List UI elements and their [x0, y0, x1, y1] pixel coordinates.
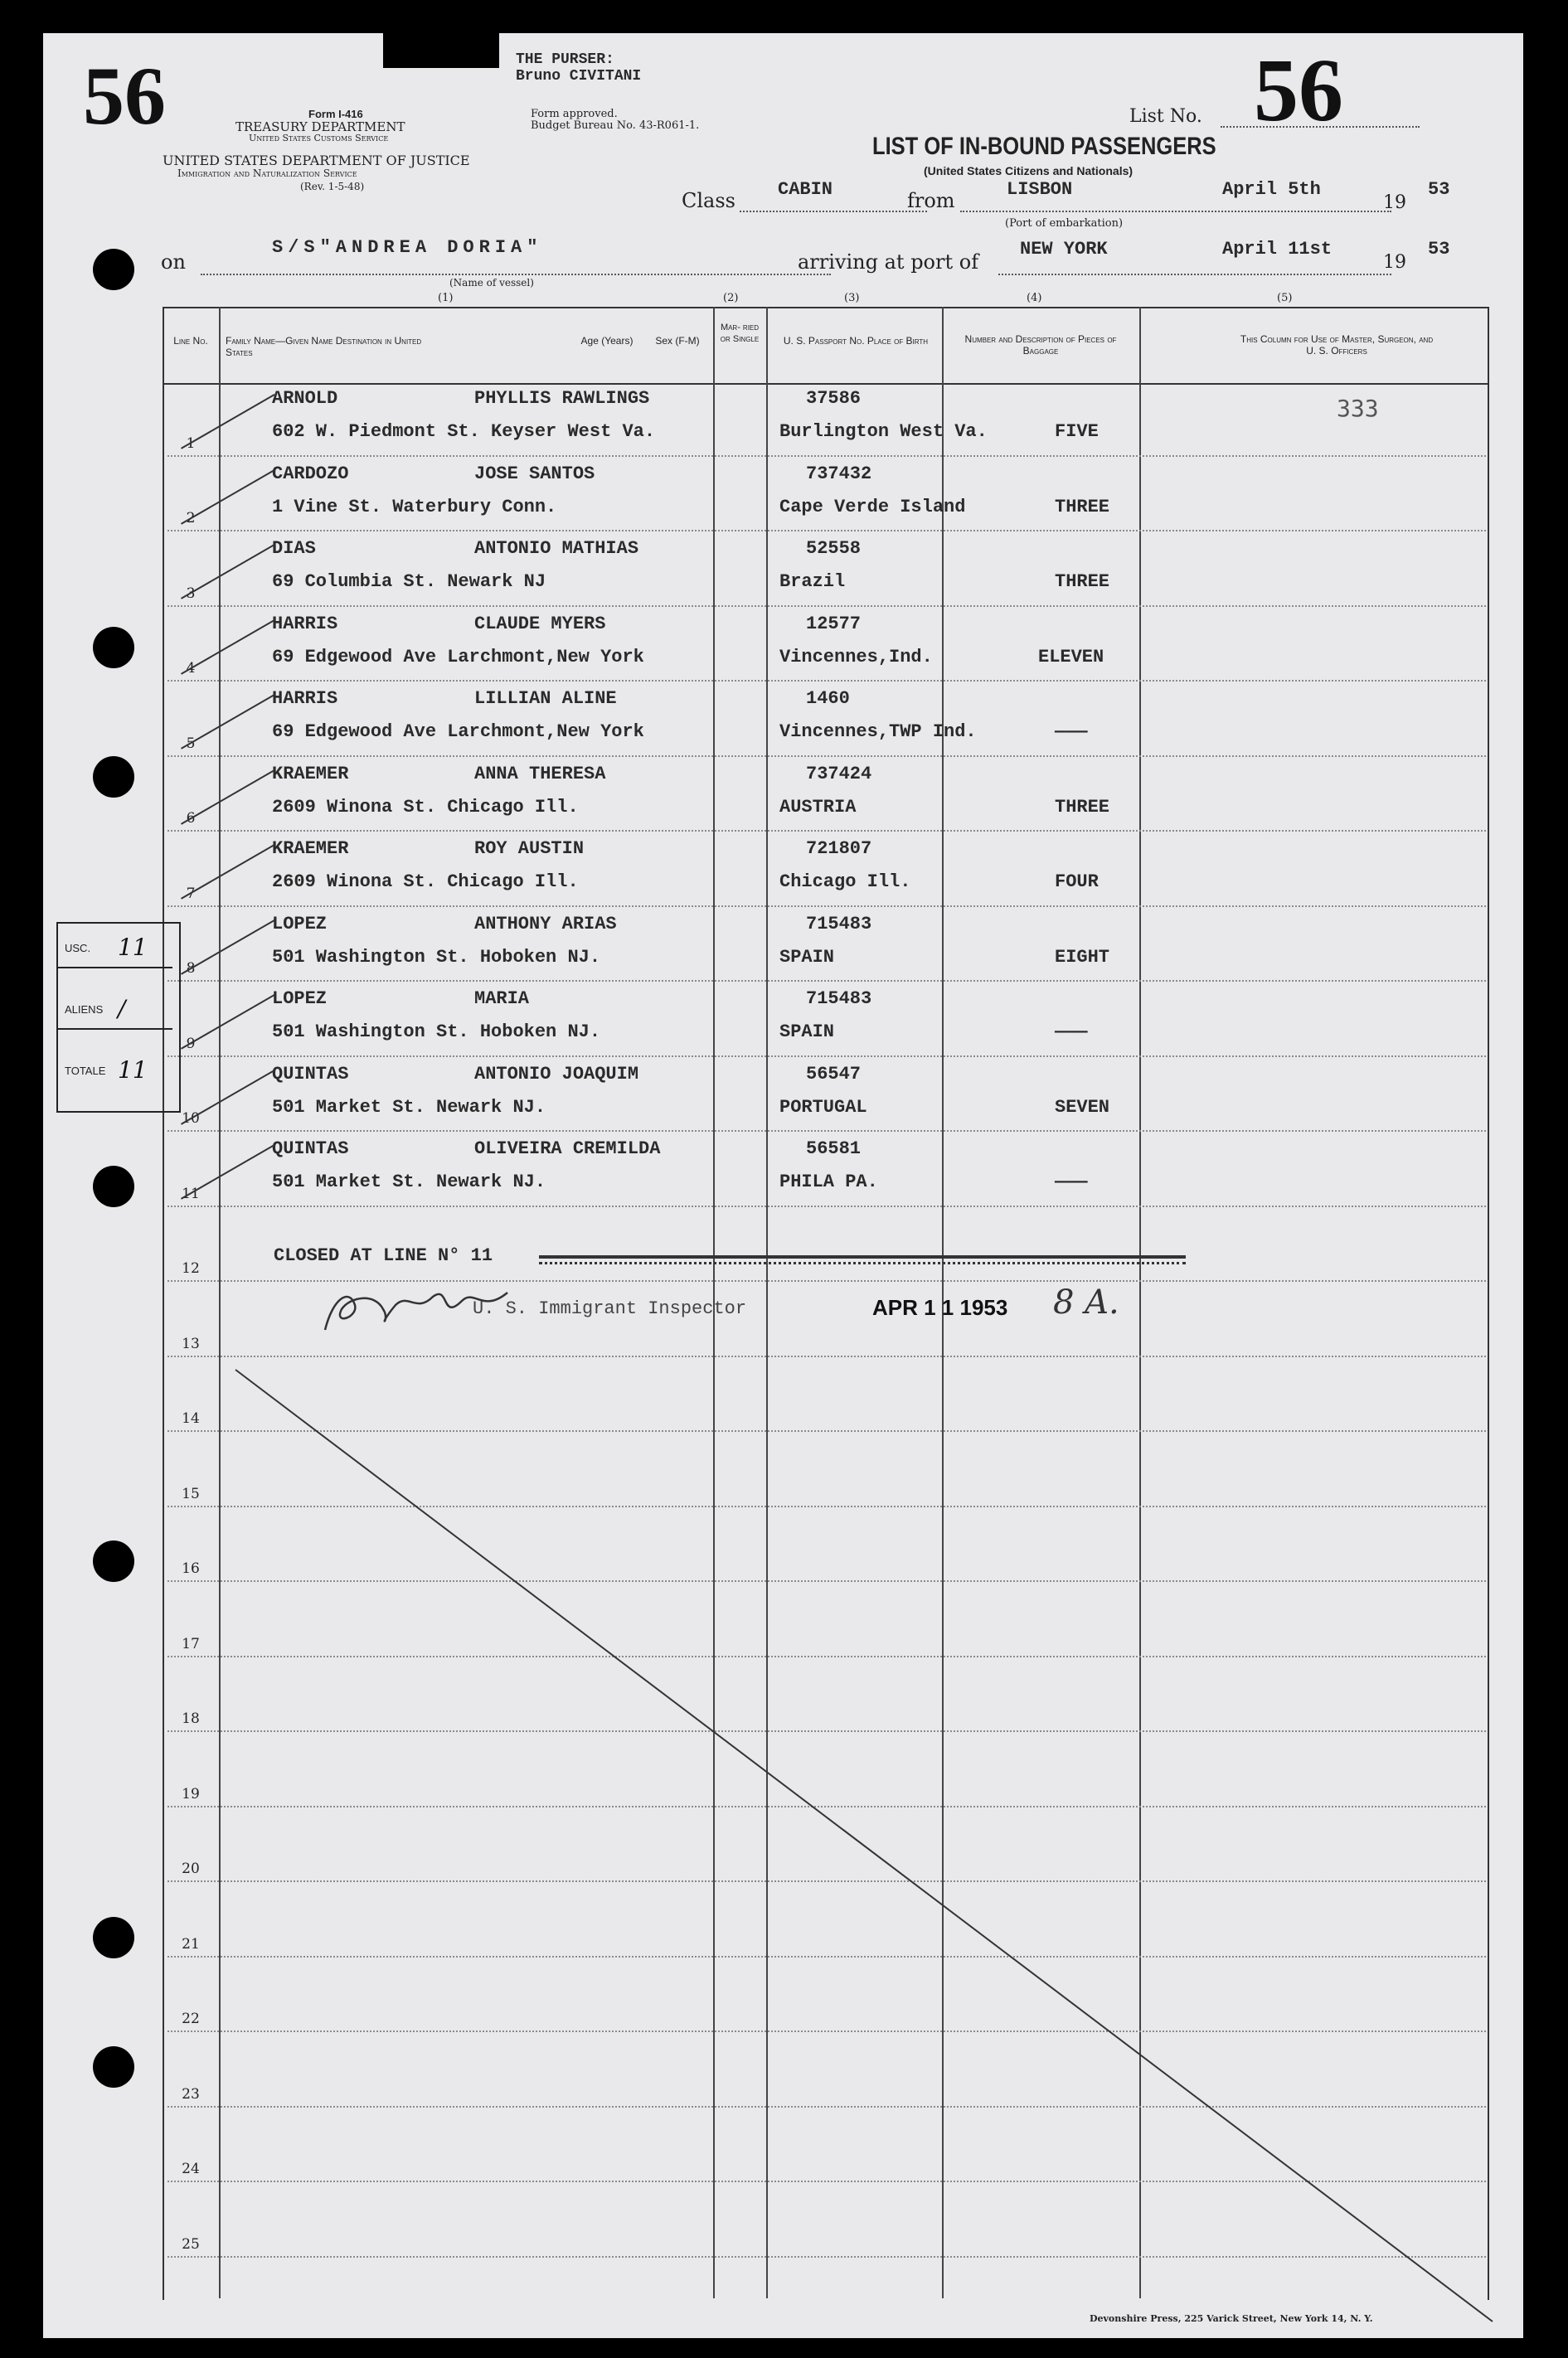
- passenger-passport: 56581: [806, 1138, 862, 1159]
- tally-value: 11: [118, 934, 148, 961]
- passenger-family-name: CARDOZO: [272, 463, 349, 484]
- passenger-family-name: KRAEMER: [272, 838, 349, 859]
- passenger-given-name: LILLIAN ALINE: [474, 688, 617, 709]
- passenger-address: 2609 Winona St. Chicago Ill.: [272, 796, 579, 818]
- on-label: on: [161, 250, 186, 274]
- hdr-married: Mar- ried or Single: [720, 323, 760, 344]
- depart-year: 53: [1428, 179, 1450, 200]
- passenger-passport: 715483: [806, 913, 872, 934]
- line-number: 24: [182, 2161, 200, 2177]
- line-number: 13: [182, 1335, 200, 1352]
- class-label: Class: [682, 189, 735, 212]
- passenger-family-name: QUINTAS: [272, 1063, 349, 1084]
- passenger-birthplace: SPAIN: [779, 946, 835, 968]
- line-number: 1: [186, 434, 196, 452]
- passenger-given-name: MARIA: [474, 988, 530, 1009]
- passenger-family-name: HARRIS: [272, 688, 338, 709]
- passenger-given-name: ANTONIO JOAQUIM: [474, 1063, 639, 1084]
- passenger-address: 1 Vine St. Waterbury Conn.: [272, 496, 557, 517]
- form-number: Form I-416: [308, 108, 363, 120]
- line-number: 18: [182, 1710, 200, 1727]
- line-number: 15: [182, 1485, 200, 1502]
- doj: UNITED STATES DEPARTMENT OF JUSTICE: [163, 153, 470, 168]
- tally-label: USC.: [65, 942, 91, 954]
- passenger-family-name: QUINTAS: [272, 1138, 349, 1159]
- passenger-family-name: LOPEZ: [272, 988, 328, 1009]
- line-number: 14: [182, 1410, 200, 1427]
- passenger-baggage: EIGHT: [1055, 946, 1110, 968]
- arriving-label: arriving at port of: [798, 250, 979, 274]
- tally-row: [58, 930, 172, 968]
- passenger-passport: 737432: [806, 463, 872, 484]
- passenger-birthplace: AUSTRIA: [779, 796, 857, 818]
- passenger-birthplace: SPAIN: [779, 1021, 835, 1042]
- passenger-address: 501 Market St. Newark NJ.: [272, 1172, 546, 1192]
- line-number: 22: [182, 2011, 200, 2027]
- list-no-label: List No.: [1129, 106, 1202, 127]
- passenger-family-name: HARRIS: [272, 613, 338, 634]
- passenger-given-name: CLAUDE MYERS: [474, 613, 606, 634]
- passenger-passport: 37586: [806, 388, 862, 409]
- passenger-passport: 1460: [806, 688, 850, 709]
- punch-hole: [93, 1540, 134, 1582]
- customs-service: United States Customs Service: [249, 133, 389, 143]
- form-title: LIST OF IN-BOUND PASSENGERS: [872, 133, 1216, 160]
- tally-row: [58, 1053, 172, 1089]
- passenger-baggage: ———: [1055, 1021, 1088, 1042]
- tally-row: [58, 992, 172, 1030]
- hdr-name: Family Name—Given Name Destination in United States: [226, 335, 422, 358]
- punch-hole: [93, 1917, 134, 1958]
- passenger-birthplace: Brazil: [779, 571, 846, 592]
- line-number: 10: [182, 1110, 200, 1127]
- passenger-baggage: ———: [1055, 721, 1088, 742]
- line-number: 7: [186, 885, 196, 902]
- vessel-label: (Name of vessel): [449, 277, 534, 289]
- manifest-page: [43, 33, 1523, 2338]
- tally-value: /: [118, 995, 126, 1022]
- passenger-birthplace: Cape Verde Island: [779, 496, 966, 517]
- line-number: 2: [186, 510, 196, 526]
- hdr-line-no: Line No.: [173, 335, 208, 347]
- purser-name: Bruno CIVITANI: [516, 68, 642, 85]
- line-number: 11: [182, 1185, 200, 1202]
- line-number: 19: [182, 1785, 200, 1802]
- passenger-family-name: DIAS: [272, 538, 316, 559]
- passenger-family-name: LOPEZ: [272, 913, 328, 934]
- tally-label: ALIENS: [65, 1003, 104, 1016]
- passenger-address: 602 W. Piedmont St. Keyser West Va.: [272, 421, 656, 442]
- hdr-baggage: Number and Description of Pieces of Baggage: [964, 333, 1117, 357]
- passenger-passport: 56547: [806, 1063, 862, 1084]
- line-number: 3: [186, 585, 196, 602]
- arrive-year: 53: [1428, 239, 1450, 260]
- line-number: 17: [182, 1635, 200, 1652]
- passenger-address: 69 Edgewood Ave Larchmont,New York: [272, 646, 644, 667]
- line-number: 21: [182, 1935, 200, 1953]
- line-number: 20: [182, 1861, 200, 1877]
- page-number-right: 56: [1254, 41, 1343, 140]
- passenger-baggage: THREE: [1055, 796, 1110, 818]
- hdr-passport: U. S. Passport No. Place of Birth: [783, 335, 929, 347]
- passenger-given-name: ANTONIO MATHIAS: [474, 538, 639, 559]
- inspector-text: U. S. Immigrant Inspector: [473, 1298, 747, 1319]
- line-number: 6: [186, 810, 196, 827]
- form-approved: Form approved.: [531, 108, 618, 120]
- purser-title: THE PURSER:: [516, 51, 614, 68]
- passenger-baggage: ELEVEN: [1038, 646, 1104, 667]
- passenger-family-name: KRAEMER: [272, 763, 349, 784]
- from-label: from: [907, 189, 955, 212]
- col-num-5: (5): [1277, 292, 1293, 304]
- col-num-3: (3): [844, 292, 860, 304]
- passenger-address: 69 Edgewood Ave Larchmont,New York: [272, 721, 644, 742]
- col-num-1: (1): [438, 292, 454, 304]
- passenger-baggage: THREE: [1055, 571, 1110, 592]
- passenger-given-name: PHYLLIS RAWLINGS: [474, 388, 650, 409]
- passenger-passport: 737424: [806, 763, 872, 784]
- line-number: 12: [182, 1260, 200, 1277]
- passenger-baggage: FOUR: [1055, 871, 1099, 892]
- inspector-date-stamp: APR 1 1 1953: [872, 1295, 1008, 1320]
- line-number: 23: [182, 2085, 200, 2103]
- col-num-4: (4): [1027, 292, 1042, 304]
- passenger-baggage: SEVEN: [1055, 1096, 1110, 1118]
- passenger-address: 69 Columbia St. Newark NJ: [272, 571, 546, 592]
- passenger-birthplace: Burlington West Va.: [779, 421, 988, 442]
- budget-bureau: Budget Bureau No. 43-R061-1.: [531, 119, 700, 132]
- from-value: LISBON: [1007, 179, 1073, 200]
- arrive-port: NEW YORK: [1020, 239, 1108, 260]
- closed-text: CLOSED AT LINE N° 11: [274, 1245, 493, 1266]
- treasury-dept: TREASURY DEPARTMENT: [235, 119, 405, 134]
- port-embark-label: (Port of embarkation): [1005, 217, 1124, 230]
- passenger-birthplace: Chicago Ill.: [779, 871, 911, 892]
- arrive-year-prefix: 19: [1383, 252, 1406, 273]
- vessel-name: S/S"ANDREA DORIA": [272, 237, 543, 258]
- passenger-address: 501 Market St. Newark NJ.: [272, 1096, 546, 1118]
- class-value: CABIN: [778, 179, 833, 200]
- passenger-passport: 721807: [806, 838, 872, 859]
- passenger-passport: 715483: [806, 988, 872, 1009]
- printer-credit: Devonshire Press, 225 Varick Street, New York 14, N. Y.: [1090, 2313, 1373, 2324]
- tally-label: TOTALE: [65, 1065, 106, 1077]
- form-subtitle: (United States Citizens and Nationals): [924, 164, 1134, 177]
- line-number: 16: [182, 1560, 200, 1577]
- passenger-birthplace: PHILA PA.: [779, 1172, 878, 1192]
- passenger-birthplace: Vincennes,TWP Ind.: [779, 721, 977, 742]
- col-num-2: (2): [723, 292, 739, 304]
- punch-hole: [93, 627, 134, 668]
- hdr-age: Age (Years): [580, 335, 634, 347]
- passenger-given-name: JOSE SANTOS: [474, 463, 595, 484]
- line-number: 25: [182, 2235, 200, 2253]
- cancel-diagonal-line: [43, 33, 1523, 2338]
- ins: Immigration and Naturalization Service: [177, 167, 357, 179]
- form-rev: (Rev. 1-5-48): [300, 181, 365, 192]
- passenger-birthplace: Vincennes,Ind.: [779, 646, 933, 667]
- tally-value: 11: [118, 1056, 148, 1084]
- passenger-passport: 52558: [806, 538, 862, 559]
- punch-hole: [93, 249, 134, 290]
- passenger-baggage: ———: [1055, 1172, 1088, 1192]
- hdr-officers: This Column for Use of Master, Surgeon, and U. S. Officers: [1240, 333, 1434, 357]
- passenger-address: 501 Washington St. Hoboken NJ.: [272, 1021, 601, 1042]
- depart-year-prefix: 19: [1383, 192, 1406, 213]
- punch-hole: [93, 756, 134, 798]
- line-number: 9: [186, 1035, 196, 1052]
- punch-hole: [93, 1166, 134, 1207]
- passenger-given-name: ROY AUSTIN: [474, 838, 585, 859]
- passenger-baggage: THREE: [1055, 496, 1110, 517]
- passenger-family-name: ARNOLD: [272, 388, 338, 409]
- hdr-sex: Sex (F-M): [655, 335, 700, 347]
- punch-hole: [93, 2046, 134, 2088]
- inspector-initials: 8 A.: [1053, 1283, 1119, 1322]
- line-number: 5: [186, 735, 196, 752]
- passenger-birthplace: PORTUGAL: [779, 1096, 867, 1118]
- passenger-given-name: OLIVEIRA CREMILDA: [474, 1138, 661, 1159]
- passenger-given-name: ANTHONY ARIAS: [474, 913, 617, 934]
- passenger-address: 501 Washington St. Hoboken NJ.: [272, 946, 601, 968]
- officer-mark: 333: [1337, 395, 1379, 422]
- page-number-left: 56: [83, 50, 166, 142]
- passenger-baggage: FIVE: [1055, 421, 1099, 442]
- line-number: 4: [186, 660, 196, 677]
- passenger-passport: 12577: [806, 613, 862, 634]
- depart-date: April 5th: [1222, 179, 1321, 200]
- arrive-date: April 11st: [1222, 239, 1333, 260]
- passenger-given-name: ANNA THERESA: [474, 763, 606, 784]
- passenger-address: 2609 Winona St. Chicago Ill.: [272, 871, 579, 892]
- line-number: 8: [186, 960, 196, 977]
